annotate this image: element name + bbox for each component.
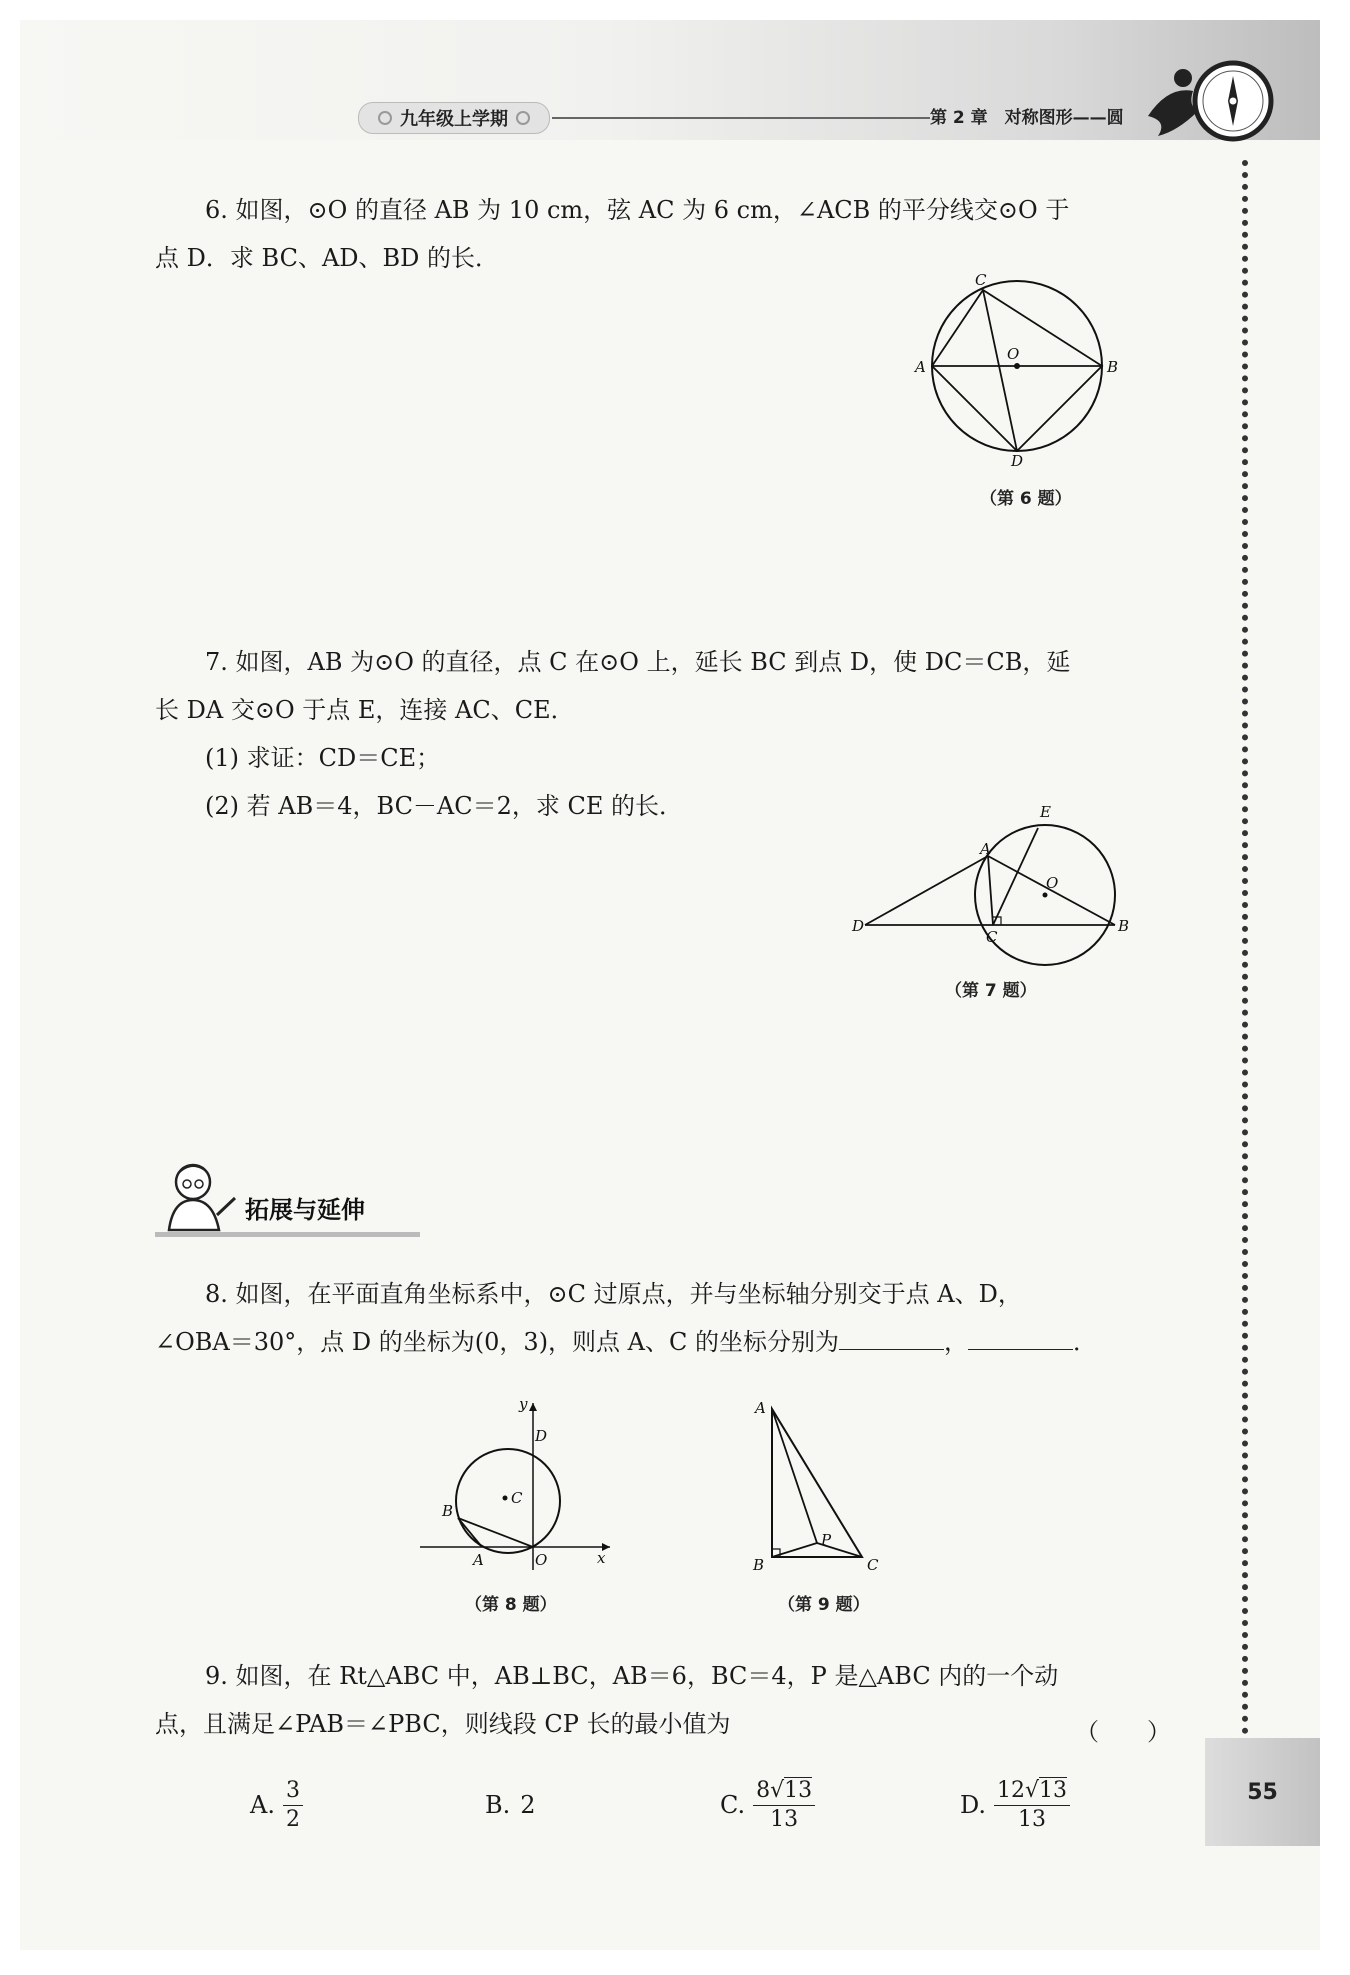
header-rule bbox=[552, 117, 930, 119]
header-grade-label bbox=[358, 102, 550, 134]
question-8 bbox=[155, 1270, 1150, 1366]
figure-6-caption: （第 6 题） bbox=[980, 489, 1072, 509]
question-9-line-2: 点，且满足∠PAB＝∠PBC，则线段 CP 长的最小值为 bbox=[155, 1710, 731, 1738]
figure-8-caption: （第 8 题） bbox=[465, 1595, 557, 1615]
figure-9 bbox=[745, 1395, 890, 1575]
question-9-line-1: 9. 如图，在 Rt△ABC 中，AB⊥BC，AB＝6，BC＝4，P 是△ABC 内的一个动 bbox=[205, 1662, 1059, 1690]
fig8-label-B: B bbox=[442, 1502, 454, 1520]
fig6-label-C: C bbox=[975, 271, 987, 289]
fig7-label-C: C bbox=[986, 928, 998, 946]
compass-runner-icon bbox=[1138, 56, 1278, 146]
option-b[interactable]: B. 2 bbox=[485, 1791, 536, 1819]
option-a-fraction: $\frac{3}{2}$ bbox=[283, 1777, 303, 1834]
fig6-label-B: B bbox=[1107, 358, 1119, 376]
fig9-label-C: C bbox=[867, 1556, 879, 1574]
question-6-line-2: 点 D．求 BC、AD、BD 的长． bbox=[155, 244, 500, 272]
question-7-line-2: 长 DA 交⊙O 于点 E，连接 AC、CE． bbox=[155, 696, 575, 724]
option-d-fraction: $\frac{12√13}{13}$ bbox=[994, 1777, 1070, 1834]
figure-8 bbox=[415, 1395, 615, 1575]
option-c-fraction: $\frac{8√13}{13}$ bbox=[753, 1777, 815, 1834]
header-band bbox=[20, 20, 1320, 140]
header-chapter: 第 2 章 对称图形——圆 bbox=[930, 108, 1124, 128]
fig8-label-O: O bbox=[535, 1551, 548, 1569]
fig8-label-y: y bbox=[519, 1395, 528, 1413]
fig8-label-D: D bbox=[535, 1427, 548, 1445]
fig7-label-E: E bbox=[1040, 803, 1051, 821]
margin-dotted-rule bbox=[1242, 160, 1248, 1735]
page-number: 55 bbox=[1205, 1738, 1320, 1846]
option-d[interactable]: D. $\frac{12√13}{13}$ bbox=[960, 1770, 1070, 1840]
question-7-part-1: (1) 求证：CD＝CE； bbox=[205, 744, 441, 772]
fig7-label-D: D bbox=[852, 917, 865, 935]
fig7-label-A: A bbox=[980, 840, 991, 858]
fig7-label-B: B bbox=[1118, 917, 1130, 935]
question-7 bbox=[155, 638, 1150, 734]
fig8-label-C: C bbox=[511, 1489, 523, 1507]
fig9-label-P: P bbox=[821, 1531, 832, 1549]
question-6-line-1: 6. 如图，⊙O 的直径 AB 为 10 cm，弦 AC 为 6 cm，∠ACB 的平分线交⊙O 于 bbox=[205, 196, 1070, 224]
fig7-label-O: O bbox=[1046, 874, 1059, 892]
fig6-label-O: O bbox=[1007, 345, 1020, 363]
answer-blank-1[interactable] bbox=[839, 1323, 944, 1350]
answer-blank-2[interactable] bbox=[968, 1323, 1073, 1350]
header-dot-left-icon bbox=[378, 111, 392, 125]
question-7-part-2: (2) 若 AB＝4，BC－AC＝2，求 CE 的长． bbox=[205, 792, 684, 820]
option-a[interactable]: A. $\frac{3}{2}$ bbox=[250, 1770, 303, 1840]
question-8-line-1: 8. 如图，在平面直角坐标系中，⊙C 过原点，并与坐标轴分别交于点 A、D， bbox=[205, 1280, 1022, 1308]
question-9 bbox=[155, 1652, 1150, 1748]
header-grade-text: 九年级上学期 bbox=[400, 109, 508, 130]
figure-7-caption: （第 7 题） bbox=[945, 981, 1037, 1001]
section-title: 拓展与延伸 bbox=[245, 1196, 365, 1224]
figure-9-caption: （第 9 题） bbox=[778, 1595, 870, 1615]
question-9-options bbox=[250, 1770, 1150, 1840]
question-7-line-1: 7. 如图，AB 为⊙O 的直径，点 C 在⊙O 上，延长 BC 到点 D，使 DC＝CB，延 bbox=[205, 648, 1071, 676]
question-8-line-2: ∠OBA＝30°，点 D 的坐标为(0，3)，则点 A、C 的坐标分别为 ， ． bbox=[155, 1318, 1150, 1366]
fig6-label-D: D bbox=[1011, 452, 1024, 468]
fig6-label-A: A bbox=[915, 358, 926, 376]
answer-paren[interactable]: （ ） bbox=[1075, 1718, 1171, 1746]
fig9-label-A: A bbox=[755, 1399, 766, 1417]
header-dot-right-icon bbox=[516, 111, 530, 125]
fig8-label-A: A bbox=[473, 1551, 484, 1569]
figure-7 bbox=[850, 800, 1130, 970]
section-underline bbox=[155, 1232, 420, 1237]
fig9-label-B: B bbox=[753, 1556, 765, 1574]
fig8-label-x: x bbox=[597, 1549, 606, 1567]
option-c[interactable]: C. $\frac{8√13}{13}$ bbox=[720, 1770, 815, 1840]
figure-6 bbox=[905, 268, 1135, 468]
